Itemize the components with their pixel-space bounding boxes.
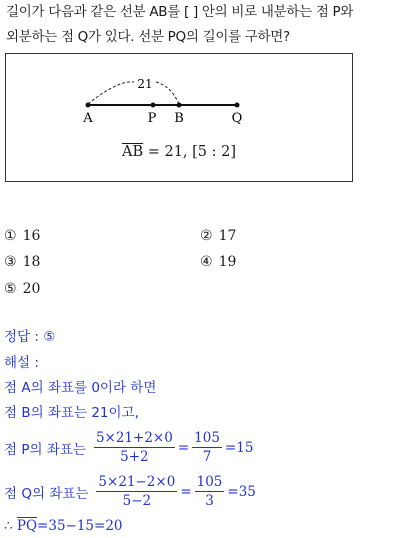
p-result: =15	[224, 439, 254, 456]
point-q-dot	[235, 103, 240, 108]
answer-line: 정답 : ⑤	[4, 329, 56, 345]
therefore-symbol: ∴	[4, 518, 13, 534]
p-fraction-2: $\frac{105}{7}$	[194, 430, 220, 465]
final-segment: $\overline{PQ}$	[16, 518, 38, 534]
point-p-dot	[151, 103, 156, 108]
condition-text	[6, 144, 352, 160]
figure-box	[5, 53, 353, 182]
option-5[interactable]: ⑤ 20	[4, 281, 41, 297]
q-result: =35	[227, 483, 256, 500]
option-3[interactable]: ③ 18	[4, 254, 41, 270]
solution-line-b: 점 B의 좌표는 21이고,	[4, 405, 139, 421]
condition-rest: = 21, [5 : 2]	[143, 144, 237, 160]
q-prefix: 점 Q의 좌표는	[4, 485, 89, 502]
q-fraction-2: $\frac{105}{3}$	[196, 474, 223, 509]
p-fraction-1: $\frac{5\times 21+2\times 0}{5+2}$	[95, 430, 173, 465]
length-arc	[88, 82, 134, 104]
question-line-2: 외분하는 점 Q가 있다. 선분 PQ의 길이를 구하면?	[6, 29, 290, 45]
point-b-label: B	[174, 111, 184, 126]
point-p-label: P	[147, 111, 157, 126]
option-1[interactable]: ① 16	[4, 228, 41, 244]
question-line-1: 길이가 다음과 같은 선분 AB를 [ ] 안의 비로 내분하는 점 P와	[6, 4, 354, 20]
length-label: 21	[137, 77, 153, 91]
segment-diagram	[6, 54, 352, 181]
solution-line-p: 점 P의 좌표는 $\frac{5\times 21+2\times 0}{5+2}$ = $\frac{105}{7}$ =15	[4, 430, 254, 465]
solution-line-a: 점 A의 좌표를 0이라 하면	[4, 380, 157, 396]
condition-segment: $\overline{AB}$	[121, 144, 144, 160]
p-prefix: 점 P의 좌표는	[4, 441, 86, 458]
point-a-label: A	[83, 111, 93, 126]
point-q-label: Q	[231, 111, 243, 126]
explanation-header: 해설 :	[4, 355, 39, 371]
final-line	[4, 516, 123, 536]
option-4[interactable]: ④ 19	[200, 254, 237, 270]
q-fraction-1: $\frac{5\times 21-2\times 0}{5-2}$	[98, 474, 176, 509]
final-rest: =35−15=20	[37, 518, 123, 534]
point-a-dot	[86, 103, 91, 108]
point-b-dot	[177, 103, 182, 108]
option-2[interactable]: ② 17	[200, 228, 237, 244]
length-arc-right	[156, 82, 179, 104]
solution-line-q: 점 Q의 좌표는 $\frac{5\times 21-2\times 0}{5-2}$ = $\frac{105}{3}$ =35	[4, 474, 256, 509]
